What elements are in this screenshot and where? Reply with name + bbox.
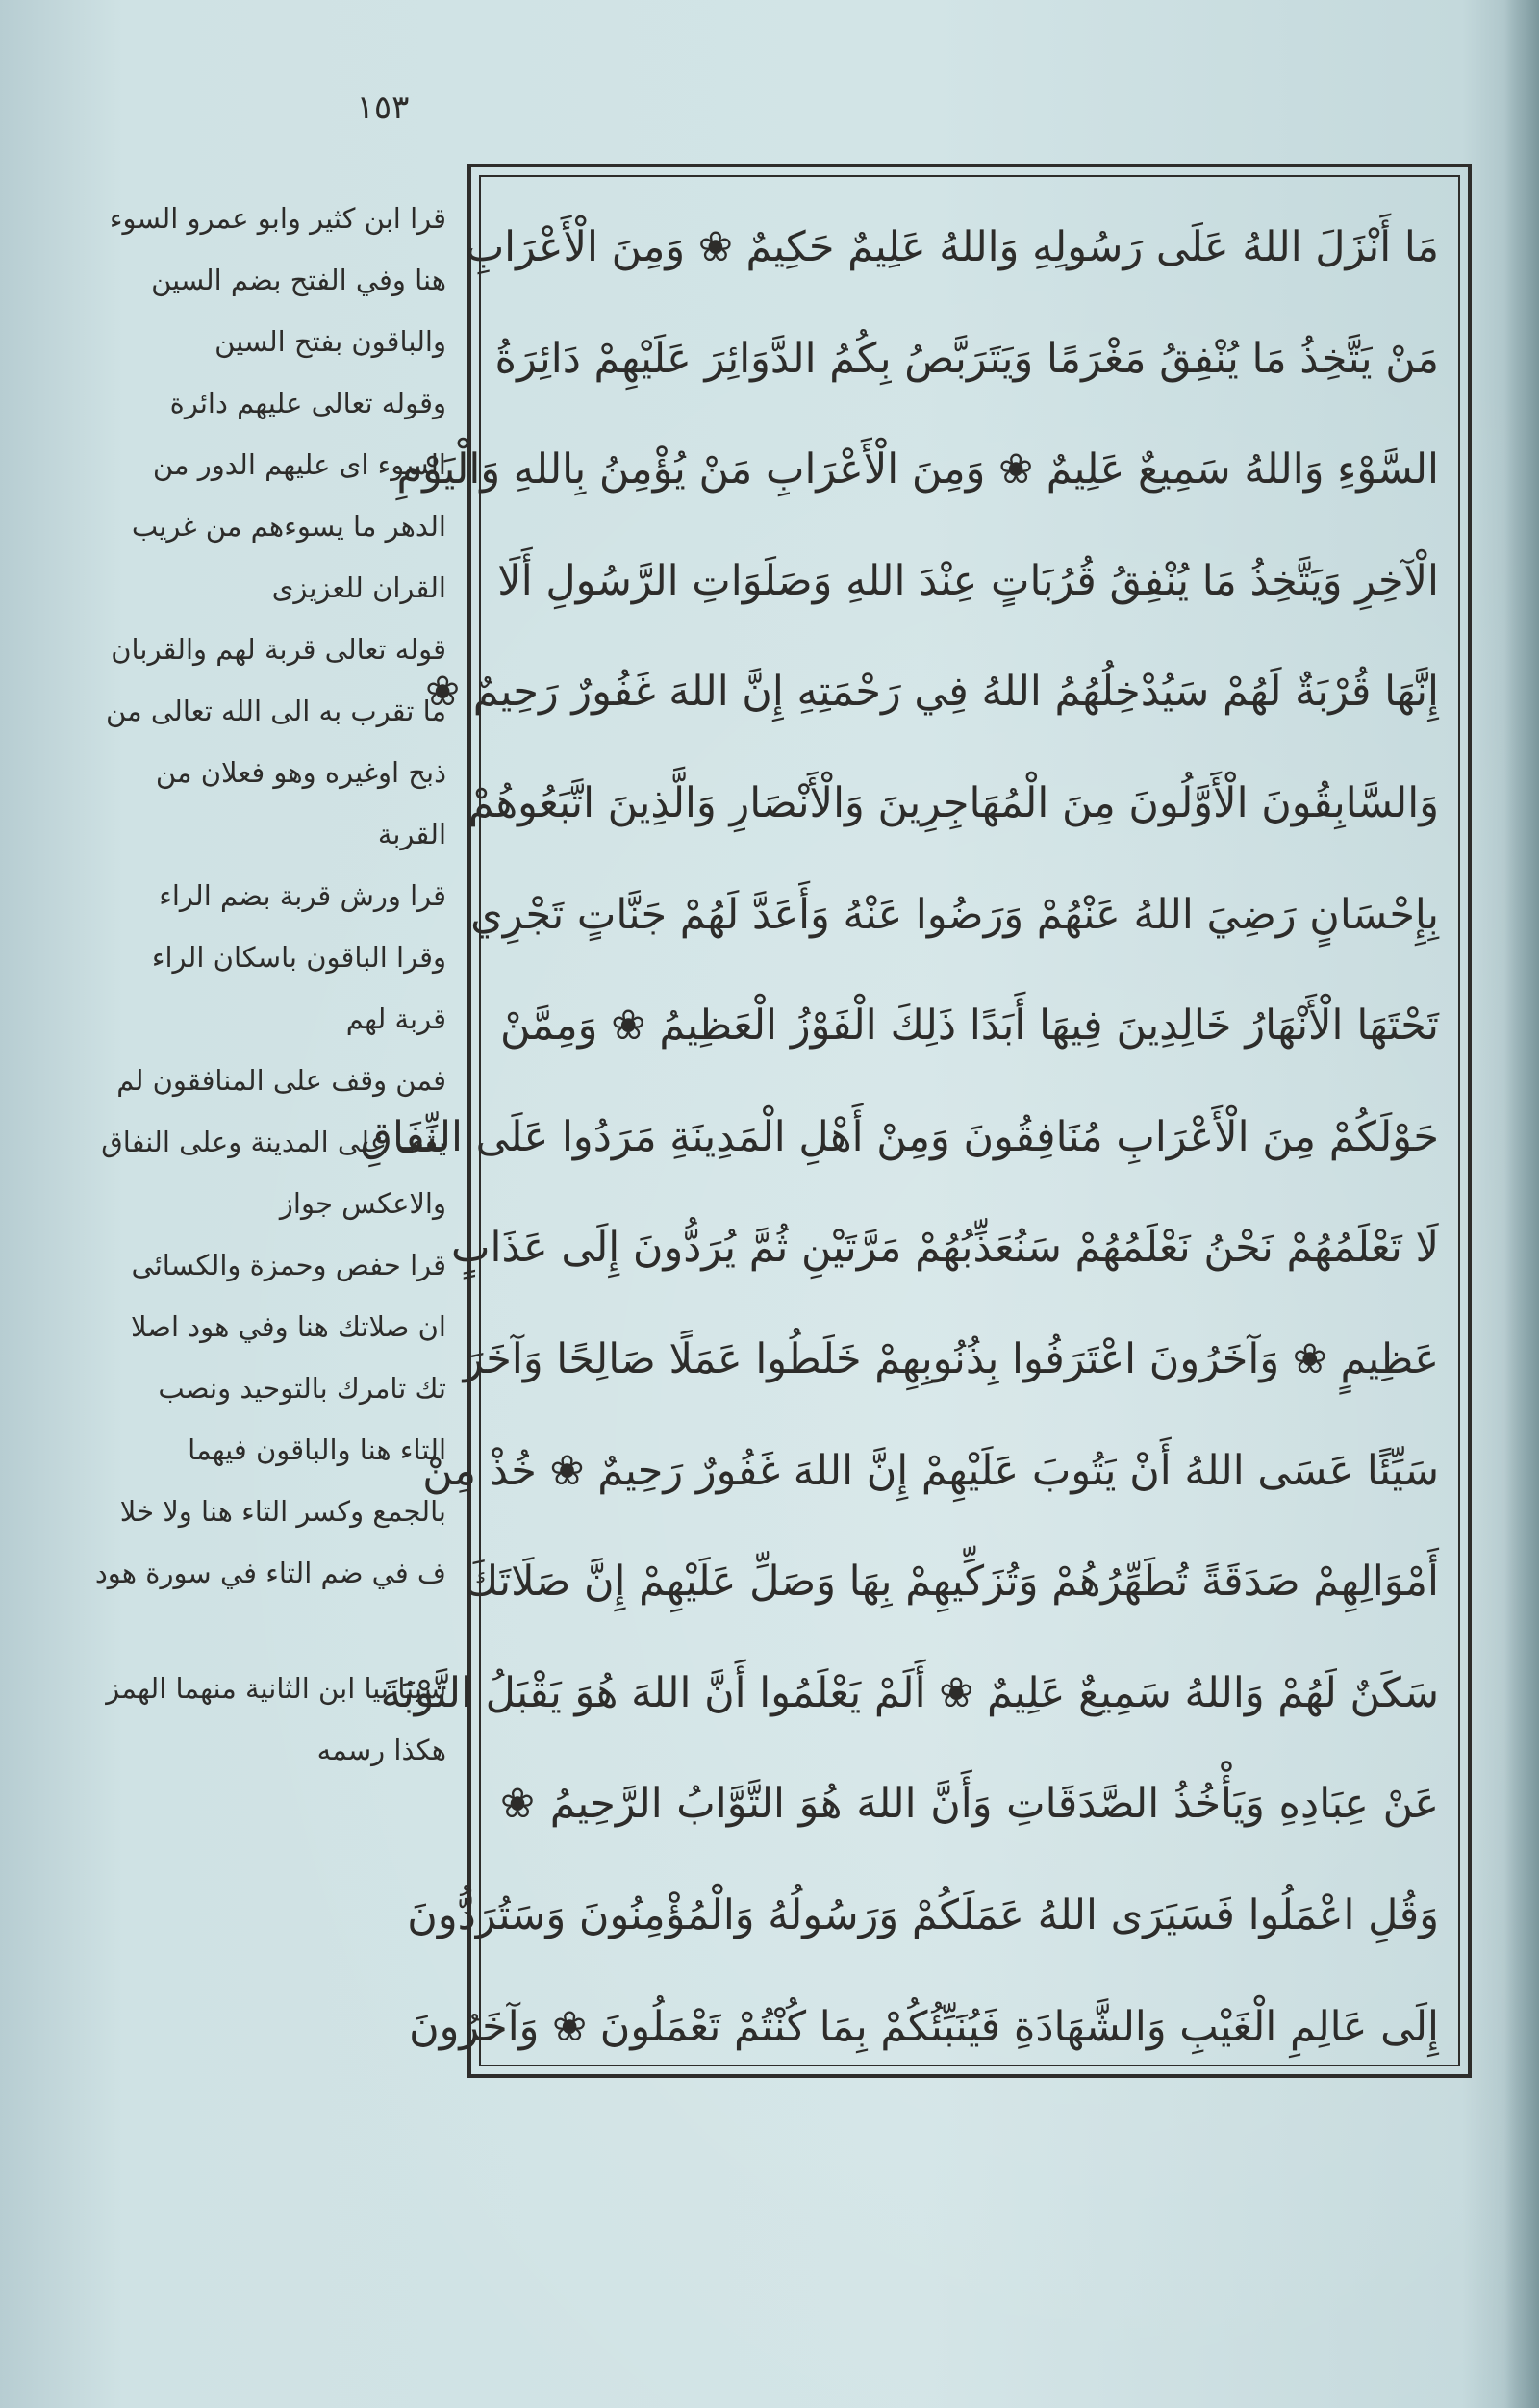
margin-note-line: وقرا الباقون باسكان الراء	[151, 941, 446, 974]
margin-note-line: فمن وقف على المنافقون لم	[116, 1064, 446, 1097]
margin-note-line: ذبح اوغيره وهو فعلان من	[155, 756, 446, 789]
margin-note-line: الدهر ما يسوءهم من غريب	[131, 510, 446, 543]
main-text-line: مَا أَنْزَلَ اللهُ عَلَى رَسُولِهِ وَاللهُ عَلِيمٌ حَكِيمٌ ❀ وَمِنَ الْأَعْرَابِ	[465, 223, 1439, 271]
main-text-line: حَوْلَكُمْ مِنَ الْأَعْرَابِ مُنَافِقُونَ وَمِنْ أَهْلِ الْمَدِينَةِ مَرَدُوا عَلَى النِّفَاقِ	[360, 1112, 1439, 1161]
margin-note-line: قوله تعالى قربة لهم والقربان	[111, 633, 446, 666]
margin-footer-line: سيئا بيا ابن الثانية منهما الهمز	[106, 1672, 446, 1705]
main-text-line: إِنَّهَا قُرْبَةٌ لَهُمْ سَيُدْخِلُهُمُ اللهُ فِي رَحْمَتِهِ إِنَّ اللهَ غَفُورٌ رَحِيمٌ ❀	[425, 668, 1439, 717]
main-text-line: سَيِّئًا عَسَى اللهُ أَنْ يَتُوبَ عَلَيْهِمْ إِنَّ اللهَ غَفُورٌ رَحِيمٌ ❀ خُذْ مِنْ	[422, 1446, 1439, 1495]
margin-note-line: قرا حفص وحمزة والكسائى	[131, 1249, 446, 1281]
margin-note-line: والاعكس جواز	[279, 1187, 446, 1220]
margin-note-line: ان صلاتك هنا وفي هود اصلا	[131, 1310, 446, 1343]
margin-note-line: القران للعزيزى	[271, 571, 446, 604]
margin-note-line: بالجمع وكسر التاء هنا ولا خلا	[119, 1495, 446, 1528]
margin-note-line: قرا ورش قربة بضم الراء	[159, 879, 446, 912]
main-text-line: عَنْ عِبَادِهِ وَيَأْخُذُ الصَّدَقَاتِ وَأَنَّ اللهَ هُوَ التَّوَّابُ الرَّحِيمُ ❀	[500, 1780, 1439, 1829]
main-text-line: السَّوْءِ وَاللهُ سَمِيعٌ عَلِيمٌ ❀ وَمِنَ الْأَعْرَابِ مَنْ يُؤْمِنُ بِاللهِ وَالْيَوْمِ	[396, 445, 1439, 494]
margin-commentary	[94, 188, 446, 2160]
page-number: ١٥٣	[356, 89, 410, 127]
margin-footer-line: هكذا رسمه	[316, 1734, 446, 1766]
main-text-line: وَالسَّابِقُونَ الْأَوَّلُونَ مِنَ الْمُهَاجِرِينَ وَالْأَنْصَارِ وَالَّذِينَ اتَّبَعُوهُمْ	[467, 778, 1439, 827]
main-text-line: لَا تَعْلَمُهُمْ نَحْنُ نَعْلَمُهُمْ سَنُعَذِّبُهُمْ مَرَّتَيْنِ ثُمَّ يُرَدُّونَ إِلَى عَذَابٍ	[451, 1224, 1439, 1273]
main-text-line: عَظِيمٍ ❀ وَآخَرُونَ اعْتَرَفُوا بِذُنُوبِهِمْ خَلَطُوا عَمَلًا صَالِحًا وَآخَرَ	[463, 1334, 1439, 1383]
margin-note-line: هنا وفي الفتح بضم السين	[151, 264, 446, 296]
margin-note-line: يقف على المدينة وعلى النفاق	[101, 1126, 446, 1158]
margin-note-line: القربة	[377, 818, 446, 850]
margin-note-line: ف في ضم التاء في سورة هود	[94, 1557, 446, 1589]
margin-note-line: السوء اى عليهم الدور من	[152, 448, 446, 481]
margin-note-line: قربة لهم	[345, 1002, 446, 1035]
margin-spacer	[100, 1604, 446, 1658]
margin-note-line: التاء هنا والباقون فيهما	[188, 1433, 446, 1466]
page-edge	[1504, 0, 1539, 2408]
main-text-line: وَقُلِ اعْمَلُوا فَسَيَرَى اللهُ عَمَلَكُمْ وَرَسُولُهُ وَالْمُؤْمِنُونَ وَسَتُرَدُّونَ	[407, 1890, 1439, 1939]
main-text-line: إِلَى عَالِمِ الْغَيْبِ وَالشَّهَادَةِ فَيُنَبِّئُكُمْ بِمَا كُنْتُمْ تَعْمَلُونَ ❀ وَآخَرُونَ	[409, 2002, 1439, 2051]
main-text-line: الْآخِرِ وَيَتَّخِذُ مَا يُنْفِقُ قُرُبَاتٍ عِنْدَ اللهِ وَصَلَوَاتِ الرَّسُولِ أَلَا	[497, 556, 1439, 605]
main-text-line: مَنْ يَتَّخِذُ مَا يُنْفِقُ مَغْرَمًا وَيَتَرَبَّصُ بِكُمُ الدَّوَائِرَ عَلَيْهِمْ دَائِرَةُ	[494, 334, 1439, 383]
margin-note-line: قرا ابن كثير وابو عمرو السوء	[109, 202, 446, 235]
main-text-line: تَحْتَهَا الْأَنْهَارُ خَالِدِينَ فِيهَا أَبَدًا ذَلِكَ الْفَوْزُ الْعَظِيمُ ❀ وَمِمَّنْ	[500, 1001, 1439, 1051]
main-text-line: سَكَنٌ لَهُمْ وَاللهُ سَمِيعٌ عَلِيمٌ ❀ أَلَمْ يَعْلَمُوا أَنَّ اللهَ هُوَ يَقْبَلُ التَّوْبَةَ	[380, 1668, 1439, 1717]
margin-note-line: ما تقرب به الى الله تعالى من	[106, 695, 446, 727]
margin-note-line: والباقون بفتح السين	[214, 325, 446, 358]
margin-note-line: وقوله تعالى عليهم دائرة	[169, 387, 446, 419]
main-text-line: أَمْوَالِهِمْ صَدَقَةً تُطَهِّرُهُمْ وَتُزَكِّيهِمْ بِهَا وَصَلِّ عَلَيْهِمْ إِنَّ صَلَاتَكَ	[464, 1558, 1439, 1607]
main-text-line: بِإِحْسَانٍ رَضِيَ اللهُ عَنْهُمْ وَرَضُوا عَنْهُ وَأَعَدَّ لَهُمْ جَنَّاتٍ تَجْرِي	[470, 890, 1439, 939]
margin-note-line: تك تامرك بالتوحيد ونصب	[158, 1372, 446, 1405]
